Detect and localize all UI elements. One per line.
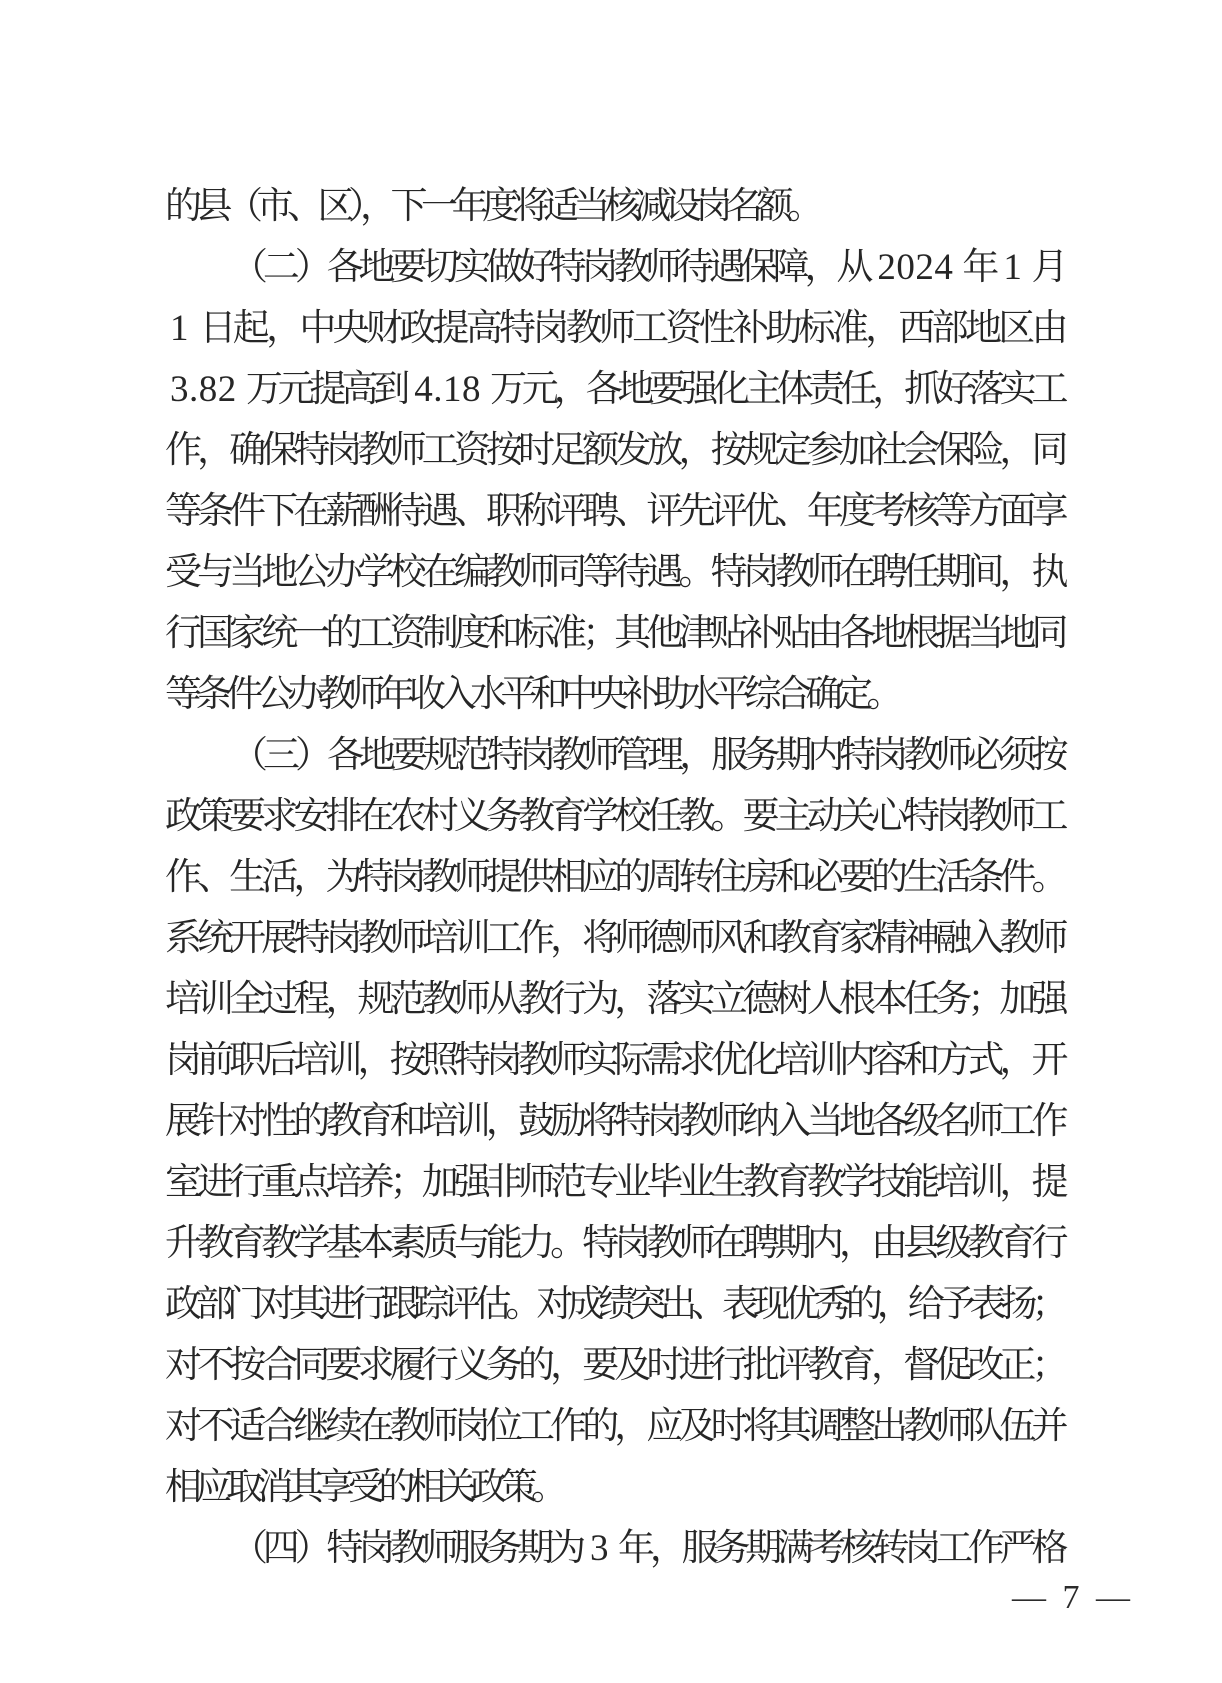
text-line: 升教育教学基本素质与能力。特岗教师在聘期内，由县级教育行 (165, 1223, 1062, 1264)
paragraph (165, 725, 1062, 1518)
text-line: 岗前职后培训，按照特岗教师实际需求优化培训内容和方式，开 (165, 1040, 1062, 1081)
text-line: 政策要求安排在农村义务教育学校任教。要主动关心特岗教师工 (165, 796, 1062, 837)
text-block (165, 176, 1062, 1579)
text-line: 政部门对其进行跟踪评估。对成绩突出、表现优秀的，给予表扬； (165, 1284, 1062, 1325)
paragraph (165, 237, 1062, 725)
text-line: （三）各地要规范特岗教师管理，服务期内特岗教师必须按 (231, 735, 1062, 776)
text-line: 对不适合继续在教师岗位工作的，应及时将其调整出教师队伍并 (165, 1406, 1062, 1447)
text-line: 行国家统一的工资制度和标准；其他津贴补贴由各地根据当地同 (165, 613, 1062, 654)
text-line: （二）各地要切实做好特岗教师待遇保障，从 2024 年 1 月 (231, 247, 1063, 288)
paragraph (165, 1518, 1062, 1579)
text-line: 受与当地公办学校在编教师同等待遇。特岗教师在聘任期间，执 (165, 552, 1062, 593)
page-number: — 7 — (1012, 1579, 1134, 1616)
text-line: （四）特岗教师服务期为 3 年，服务期满考核转岗工作严格 (231, 1528, 1063, 1569)
text-line: 培训全过程，规范教师从教行为，落实立德树人根本任务；加强 (165, 979, 1062, 1020)
text-line: 1 日起，中央财政提高特岗教师工资性补助标准，西部地区由 (170, 308, 1062, 349)
text-line: 系统开展特岗教师培训工作，将师德师风和教育家精神融入教师 (165, 918, 1062, 959)
text-line: 作，确保特岗教师工资按时足额发放，按规定参加社会保险，同 (165, 430, 1062, 471)
text-line: 等条件下在薪酬待遇、职称评聘、评先评优、年度考核等方面享 (165, 491, 1062, 532)
text-line: 展针对性的教育和培训，鼓励将特岗教师纳入当地各级名师工作 (165, 1101, 1062, 1142)
text-line: 3.82 万元提高到 4.18 万元，各地要强化主体责任，抓好落实工 (170, 369, 1063, 410)
paragraph (165, 176, 1062, 237)
text-line: 相应取消其享受的相关政策。 (165, 1467, 562, 1508)
text-line: 对不按合同要求履行义务的，要及时进行批评教育，督促改正； (165, 1345, 1062, 1386)
text-line: 等条件公办教师年收入水平和中央补助水平综合确定。 (165, 674, 897, 715)
text-line: 作、生活，为特岗教师提供相应的周转住房和必要的生活条件。 (165, 857, 1062, 898)
text-line: 的县（市、区），下一年度将适当核减设岗名额。 (165, 186, 818, 227)
text-line: 室进行重点培养；加强非师范专业毕业生教育教学技能培训，提 (165, 1162, 1062, 1203)
